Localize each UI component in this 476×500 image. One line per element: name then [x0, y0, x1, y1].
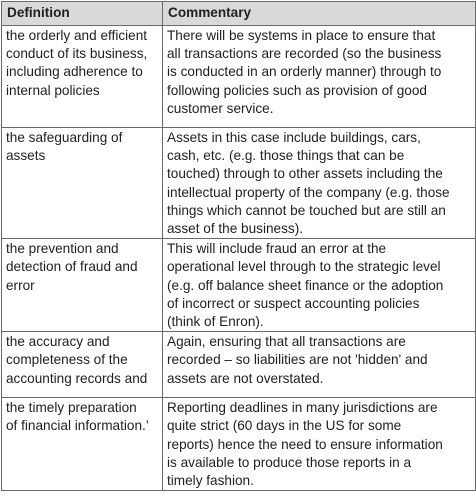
commentary-line: assets are not overstated. [167, 370, 324, 386]
commentary-line: is available to produce those reports in a [167, 454, 412, 470]
commentary-line: Again, ensuring that all transactions are [167, 334, 406, 350]
definition-line: including adherence to [6, 64, 143, 80]
definition-line: the accuracy and [6, 334, 110, 350]
commentary-line: reports) hence the need to ensure information [167, 436, 443, 452]
commentary-line: customer service. [167, 100, 274, 116]
definition-line: internal policies [6, 82, 100, 98]
commentary-line: This will include fraud an error at the [167, 241, 387, 257]
definition-line: the orderly and efficient [6, 28, 148, 43]
commentary-line: Assets in this case include buildings, cars, [167, 130, 421, 145]
definition-line: completeness of the [6, 352, 128, 368]
table-row [2, 239, 476, 332]
table-row [2, 26, 476, 128]
commentary-line: Reporting deadlines in many jurisdictions are [167, 400, 438, 416]
commentary-line: timely fashion. [167, 473, 254, 489]
table-row [2, 128, 476, 239]
commentary-cell [163, 239, 476, 332]
definition-cell [2, 332, 163, 398]
commentary-line: things which cannot be touched but are still an [167, 202, 446, 218]
definition-line: detection of fraud and [6, 259, 138, 275]
commentary-line: operational level through to the strategic level [167, 259, 441, 275]
commentary-line: recorded – so liabilities are not 'hidden' and [167, 352, 428, 368]
commentary-column-header: Commentary [163, 2, 476, 26]
definition-line: conduct of its business, [6, 46, 148, 62]
definition-line: the safeguarding of [6, 130, 123, 145]
definition-line: assets [6, 148, 46, 164]
commentary-line: asset of the business). [167, 221, 304, 237]
commentary-cell [163, 398, 476, 491]
commentary-line: touched) through to other assets including the [167, 166, 443, 182]
definition-line: the timely preparation [6, 400, 137, 416]
commentary-line: is conducted in an orderly manner) through to [167, 64, 442, 80]
commentary-line: cash, etc. (e.g. those things that can be [167, 148, 405, 164]
definition-line: accounting records and [6, 370, 148, 386]
commentary-cell [163, 128, 476, 239]
commentary-line: all transactions are recorded (so the business [167, 46, 442, 62]
definitions-table [1, 1, 476, 491]
definition-cell [2, 128, 163, 239]
definition-line: the prevention and [6, 241, 119, 257]
definition-cell [2, 398, 163, 491]
commentary-line: (think of Enron). [167, 314, 264, 330]
definition-line: error [6, 277, 35, 293]
commentary-line: There will be systems in place to ensure that [167, 28, 436, 43]
definition-line: of financial information.’ [6, 418, 149, 434]
commentary-line: intellectual property of the company (e.g. those [167, 184, 450, 200]
commentary-line: (e.g. off balance sheet finance or the adoption [167, 277, 444, 293]
definition-column-header: Definition [2, 2, 163, 26]
commentary-cell [163, 26, 476, 128]
definition-cell [2, 239, 163, 332]
commentary-line: of incorrect or suspect accounting policies [167, 295, 420, 311]
commentary-cell [163, 332, 476, 398]
table-row [2, 398, 476, 491]
definition-cell [2, 26, 163, 128]
table-row [2, 332, 476, 398]
commentary-line: following policies such as provision of good [167, 82, 427, 98]
table-header-row [2, 2, 476, 26]
commentary-line: quite strict (60 days in the US for some [167, 418, 402, 434]
